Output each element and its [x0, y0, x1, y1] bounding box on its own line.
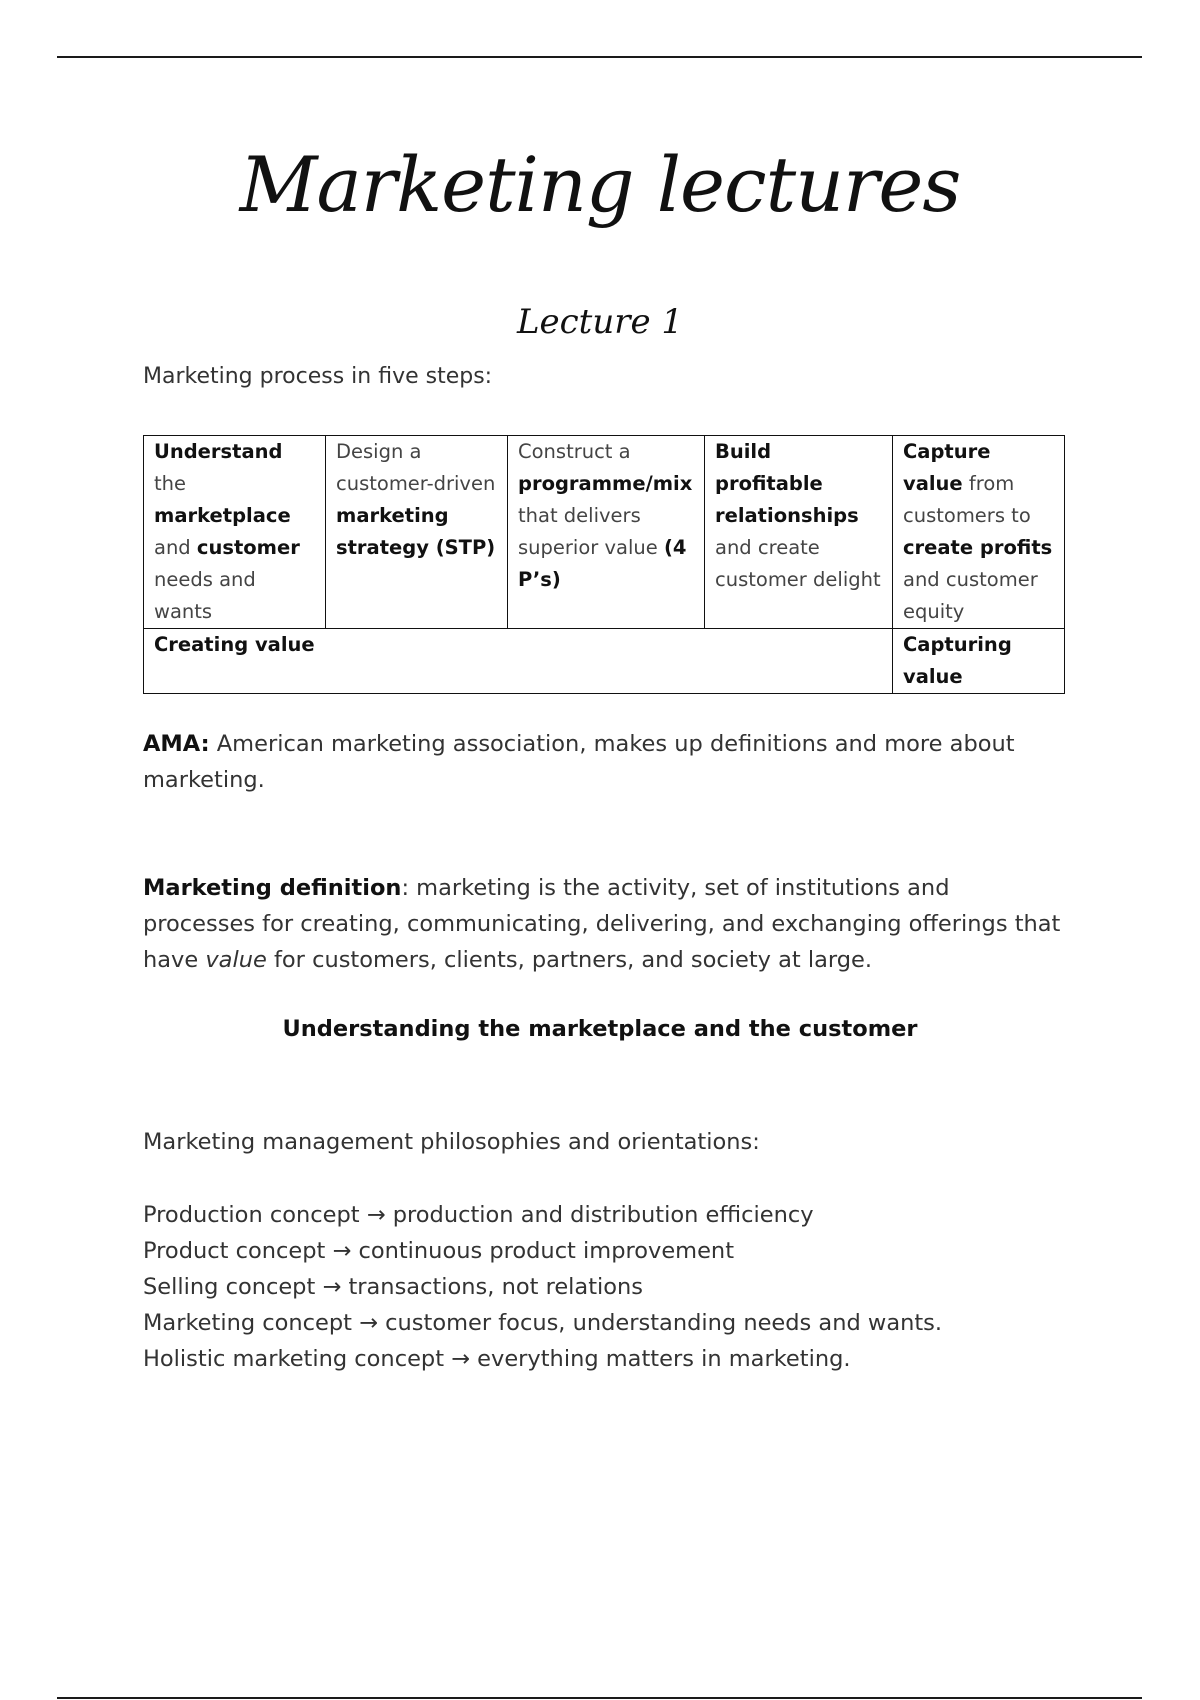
step-text-run: needs and wants — [154, 568, 256, 623]
process-step-cell — [144, 436, 326, 629]
marketing-definition-paragraph — [143, 870, 1063, 978]
step-text-run: from customers to — [903, 472, 1031, 527]
step-text-run: marketplace — [154, 504, 291, 527]
philosophy-item: Holistic marketing concept → everything matters in marketing. — [143, 1346, 851, 1372]
philosophy-item: Selling concept → transactions, not relations — [143, 1274, 644, 1300]
ama-term: AMA: — [143, 731, 210, 757]
process-step-cell — [893, 436, 1065, 629]
philosophies-title: Marketing management philosophies and orientations: — [143, 1129, 760, 1155]
marketing-process-table — [143, 435, 1065, 694]
process-step-cell — [326, 436, 508, 629]
process-steps-row — [144, 436, 1065, 629]
definition-emphasis: value — [205, 947, 267, 973]
step-text-run: Build profitable relationships — [715, 440, 859, 527]
philosophies-list — [143, 1197, 1063, 1377]
step-text-run: Design a customer-driven — [336, 440, 496, 495]
page-title: Marketing lectures — [239, 140, 961, 229]
step-text-run: and customer equity — [903, 568, 1038, 623]
step-text-run: Construct a — [518, 440, 631, 463]
philosophy-item: Product concept → continuous product improvement — [143, 1238, 735, 1264]
ama-text: American marketing association, makes up definitions and more about marketing. — [143, 731, 1015, 793]
definition-text-before: : marketing is the activity, set of institutions and processes for creating, communicating, delivering, and exchanging offerings that have — [143, 875, 1061, 973]
definition-term: Marketing definition — [143, 875, 402, 901]
top-rule — [57, 56, 1142, 58]
step-text-run: marketing strategy (STP) — [336, 504, 496, 559]
process-step-cell — [705, 436, 893, 629]
step-text-run: the — [154, 472, 187, 495]
step-text-run: Capture value — [903, 440, 991, 495]
step-text-run: programme/mix — [518, 472, 693, 495]
step-text-run: create profits — [903, 536, 1053, 559]
step-text-run: Understand — [154, 440, 283, 463]
step-text-run: (4 P’s) — [518, 536, 687, 591]
step-text-run: that delivers superior value — [518, 504, 664, 559]
capturing-value-label: Capturing value — [893, 629, 1065, 694]
step-text-run: and create customer delight — [715, 536, 881, 591]
bottom-rule — [57, 1697, 1142, 1699]
process-footer-row — [144, 629, 1065, 694]
step-text-run: customer — [196, 536, 300, 559]
process-step-cell — [508, 436, 705, 629]
ama-paragraph — [143, 726, 1063, 798]
creating-value-label: Creating value — [144, 629, 893, 694]
step-text-run: and — [154, 536, 197, 559]
philosophy-item: Marketing concept → customer focus, understanding needs and wants. — [143, 1310, 943, 1336]
lecture-subtitle: Lecture 1 — [516, 302, 684, 342]
section-heading: Understanding the marketplace and the customer — [282, 1016, 918, 1042]
definition-text-after: for customers, clients, partners, and society at large. — [266, 947, 873, 973]
philosophy-item: Production concept → production and distribution efficiency — [143, 1202, 814, 1228]
intro-text: Marketing process in five steps: — [143, 364, 493, 389]
